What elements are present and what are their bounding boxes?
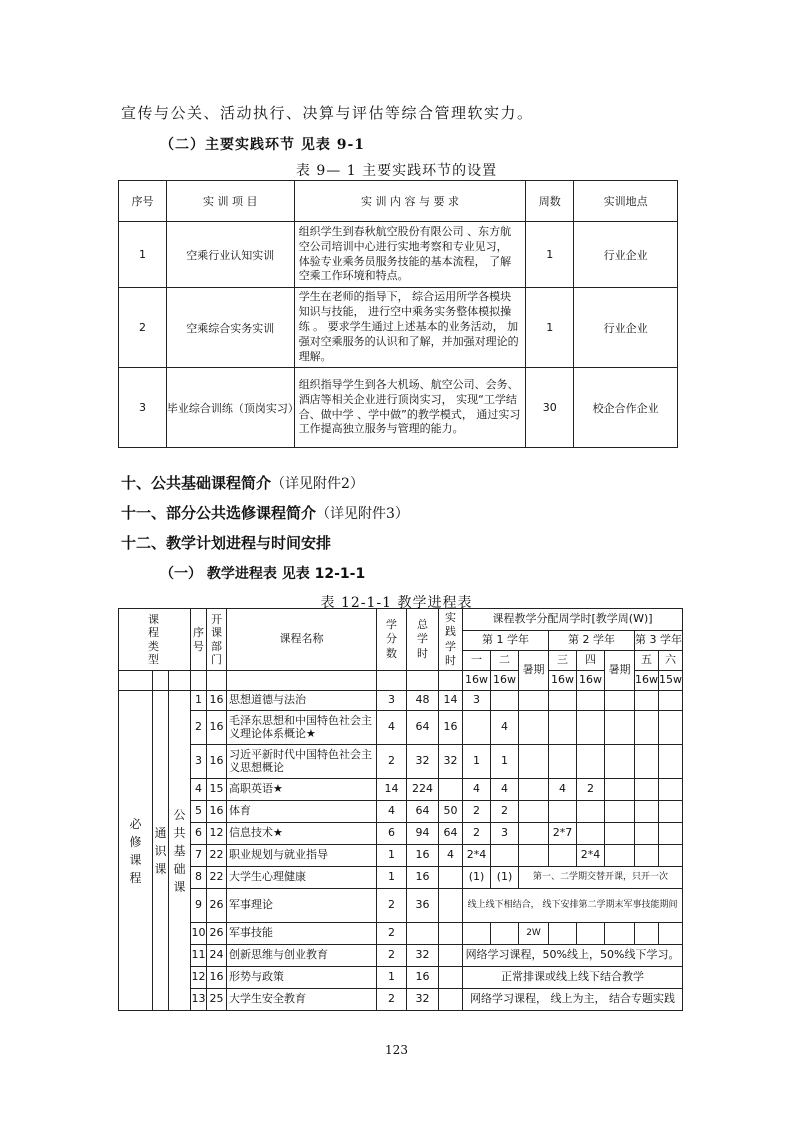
header-cell: 实训地点 bbox=[574, 181, 678, 222]
project-name: 空乘行业认知实训 bbox=[166, 222, 294, 288]
term4 bbox=[577, 711, 605, 745]
seq: 13 bbox=[191, 989, 207, 1011]
term-header: 五 bbox=[635, 651, 659, 671]
total-hours: 16 bbox=[407, 867, 439, 889]
course-name: 职业规划与就业指导 bbox=[227, 845, 377, 867]
credits-header: 学分数 bbox=[377, 609, 407, 671]
credits: 1 bbox=[377, 845, 407, 867]
term1 bbox=[463, 711, 491, 745]
term6 bbox=[659, 691, 683, 711]
total-hours: 224 bbox=[407, 779, 439, 801]
term5 bbox=[635, 845, 659, 867]
term4: 2 bbox=[577, 779, 605, 801]
credits: 6 bbox=[377, 823, 407, 845]
term5 bbox=[635, 711, 659, 745]
row-number: 1 bbox=[119, 222, 167, 288]
practice-hours: 32 bbox=[439, 745, 463, 779]
course-type-header: 课程类型 bbox=[119, 609, 191, 671]
total-hours-header: 总学时 bbox=[407, 609, 439, 671]
header-cell: 序号 bbox=[119, 181, 167, 222]
table-row bbox=[119, 867, 683, 889]
weeks: 1 bbox=[526, 222, 574, 288]
term5 bbox=[635, 691, 659, 711]
term1: 2 bbox=[463, 801, 491, 823]
table-row bbox=[119, 923, 683, 945]
year3-header: 第 3 学年 bbox=[635, 631, 683, 651]
credits: 1 bbox=[377, 967, 407, 989]
project-content: 学生在老师的指导下， 综合运用所学各模块知识与技能， 进行空中乘务实务整体模拟操练 。 要求学生通过上述基本的业务活动， 加强对空乘服务的认识和了解，并加强对理论的理解。 bbox=[294, 288, 526, 368]
table-row bbox=[119, 711, 683, 745]
credits: 1 bbox=[377, 867, 407, 889]
dept: 16 bbox=[207, 801, 227, 823]
term-header: 三 bbox=[549, 651, 577, 671]
seq: 5 bbox=[191, 801, 207, 823]
dept: 25 bbox=[207, 989, 227, 1011]
term6 bbox=[659, 845, 683, 867]
schedule-subheading: （一） 教学进程表 见表 12-1-1 bbox=[160, 566, 366, 582]
practice-hours bbox=[439, 779, 463, 801]
table-row bbox=[119, 889, 683, 923]
practice-hours-header: 实践学时 bbox=[439, 609, 463, 671]
project-content: 组织指导学生到各大机场、航空公司、会务、 酒店等相关企业进行顶岗实习， 实现“工学结合、做中学 、学中做”的教学模式， 通过实习工作提高独立服务与管理的能力。 bbox=[294, 368, 526, 448]
dept: 22 bbox=[207, 867, 227, 889]
term-header: 一 bbox=[463, 651, 491, 671]
general-group: 通识课 bbox=[153, 691, 169, 1011]
seq: 4 bbox=[191, 779, 207, 801]
term3 bbox=[549, 801, 577, 823]
total-hours: 32 bbox=[407, 745, 439, 779]
table1-caption: 表 9— 1 主要实践环节的设置 bbox=[295, 163, 498, 179]
term2: 4 bbox=[491, 711, 519, 745]
project-content: 组织学生到春秋航空股份有限公司 、东方航空公司培训中心进行实地考察和专业见习， 体验专业乘务员服务技能的基本流程， 了解空乘工作环境和特点。 bbox=[294, 222, 526, 288]
header-row bbox=[119, 671, 683, 691]
course-name: 毛泽东思想和中国特色社会主义理论体系概论★ bbox=[227, 711, 377, 745]
term1: 3 bbox=[463, 691, 491, 711]
weeks: 1 bbox=[526, 288, 574, 368]
total-hours: 32 bbox=[407, 989, 439, 1011]
practice-table bbox=[118, 180, 678, 448]
weeks-header: 15w bbox=[659, 671, 683, 691]
term1: 1 bbox=[463, 745, 491, 779]
credits: 2 bbox=[377, 923, 407, 945]
dept: 24 bbox=[207, 945, 227, 967]
place: 行业企业 bbox=[574, 222, 678, 288]
section12-heading bbox=[121, 532, 331, 553]
term2: 2 bbox=[491, 801, 519, 823]
distribution-header: 课程教学分配周学时[教学周(W)] bbox=[463, 609, 683, 631]
section10-note: （详见附件2） bbox=[271, 476, 364, 492]
total-hours: 64 bbox=[407, 711, 439, 745]
course-name: 形势与政策 bbox=[227, 967, 377, 989]
term2: (1) bbox=[491, 867, 519, 889]
summer-header: 暑期 bbox=[519, 651, 549, 691]
term1: 2 bbox=[463, 823, 491, 845]
table-row bbox=[119, 823, 683, 845]
total-hours: 32 bbox=[407, 945, 439, 967]
table-row bbox=[119, 967, 683, 989]
credits: 2 bbox=[377, 889, 407, 923]
year2-header: 第 2 学年 bbox=[549, 631, 635, 651]
dept: 16 bbox=[207, 745, 227, 779]
term1: 2*4 bbox=[463, 845, 491, 867]
seq: 10 bbox=[191, 923, 207, 945]
term-header: 二 bbox=[491, 651, 519, 671]
summer-weeks: 2W bbox=[519, 923, 549, 945]
table-row bbox=[119, 779, 683, 801]
table-row bbox=[119, 691, 683, 711]
table-row bbox=[119, 745, 683, 779]
term3 bbox=[549, 711, 577, 745]
term3 bbox=[549, 745, 577, 779]
course-name-header: 课程名称 bbox=[227, 609, 377, 671]
course-name: 大学生心理健康 bbox=[227, 867, 377, 889]
course-name: 军事理论 bbox=[227, 889, 377, 923]
term1: 4 bbox=[463, 779, 491, 801]
header-cell: 实 训 内 容 与 要 求 bbox=[294, 181, 526, 222]
seq: 2 bbox=[191, 711, 207, 745]
practice-hours: 4 bbox=[439, 845, 463, 867]
course-name: 军事技能 bbox=[227, 923, 377, 945]
practice-hours: 16 bbox=[439, 711, 463, 745]
table-row bbox=[119, 222, 678, 288]
term4 bbox=[577, 801, 605, 823]
section2-heading: （二）主要实践环节 见表 9-1 bbox=[160, 137, 366, 153]
practice-hours: 14 bbox=[439, 691, 463, 711]
term5 bbox=[635, 745, 659, 779]
total-hours: 16 bbox=[407, 967, 439, 989]
practice-hours: 50 bbox=[439, 801, 463, 823]
course-name: 信息技术★ bbox=[227, 823, 377, 845]
term4 bbox=[577, 691, 605, 711]
term4: 2*4 bbox=[577, 845, 605, 867]
dept: 12 bbox=[207, 823, 227, 845]
header-cell: 实 训 项 目 bbox=[166, 181, 294, 222]
term-header: 四 bbox=[577, 651, 605, 671]
dept: 16 bbox=[207, 967, 227, 989]
term2 bbox=[491, 691, 519, 711]
term4 bbox=[577, 745, 605, 779]
total-hours: 64 bbox=[407, 801, 439, 823]
term3: 4 bbox=[549, 779, 577, 801]
year1-header: 第 1 学年 bbox=[463, 631, 549, 651]
table-header-row bbox=[119, 181, 678, 222]
public-group: 公共基础课 bbox=[169, 691, 191, 1011]
schedule-note: 正常排课或线上线下结合教学 bbox=[463, 967, 683, 989]
seq-header: 序号 bbox=[191, 609, 207, 671]
course-name: 高职英语★ bbox=[227, 779, 377, 801]
page-number: 123 bbox=[385, 1043, 408, 1057]
section11-title: 十一、部分公共选修课程简介 bbox=[121, 504, 317, 522]
seq: 11 bbox=[191, 945, 207, 967]
course-name: 思想道德与法治 bbox=[227, 691, 377, 711]
term3 bbox=[549, 845, 577, 867]
table-row bbox=[119, 801, 683, 823]
term2: 4 bbox=[491, 779, 519, 801]
term2: 3 bbox=[491, 823, 519, 845]
header-cell: 周数 bbox=[526, 181, 574, 222]
term1: (1) bbox=[463, 867, 491, 889]
credits: 4 bbox=[377, 711, 407, 745]
place: 校企合作企业 bbox=[574, 368, 678, 448]
table-row bbox=[119, 845, 683, 867]
term2 bbox=[491, 845, 519, 867]
seq: 7 bbox=[191, 845, 207, 867]
term6 bbox=[659, 823, 683, 845]
weeks-header: 16w bbox=[463, 671, 491, 691]
row-number: 3 bbox=[119, 368, 167, 448]
seq: 3 bbox=[191, 745, 207, 779]
table2-caption: 表 12-1-1 教学进程表 bbox=[320, 595, 473, 611]
section11-heading bbox=[121, 502, 409, 523]
project-name: 空乘综合实务实训 bbox=[166, 288, 294, 368]
row-number: 2 bbox=[119, 288, 167, 368]
section10-heading bbox=[121, 472, 364, 493]
credits: 4 bbox=[377, 801, 407, 823]
section10-title: 十、公共基础课程简介 bbox=[121, 474, 272, 492]
term-header: 六 bbox=[659, 651, 683, 671]
term3 bbox=[549, 691, 577, 711]
seq: 12 bbox=[191, 967, 207, 989]
summer-header: 暑期 bbox=[605, 651, 635, 691]
schedule-note: 网络学习课程，50%线上，50%线下学习。 bbox=[463, 945, 683, 967]
section12-title: 十二、教学计划进程与时间安排 bbox=[121, 534, 332, 552]
table-row bbox=[119, 989, 683, 1011]
term5 bbox=[635, 801, 659, 823]
dept: 15 bbox=[207, 779, 227, 801]
required-group: 必修课程 bbox=[119, 691, 153, 1011]
dept: 16 bbox=[207, 691, 227, 711]
total-hours: 36 bbox=[407, 889, 439, 923]
course-name: 习近平新时代中国特色社会主义思想概论 bbox=[227, 745, 377, 779]
weeks-header: 16w bbox=[491, 671, 519, 691]
dept-header: 开课部门 bbox=[207, 609, 227, 671]
weeks-header: 16w bbox=[549, 671, 577, 691]
section11-note: （详见附件3） bbox=[316, 506, 409, 522]
term6 bbox=[659, 801, 683, 823]
weeks-header: 16w bbox=[577, 671, 605, 691]
total-hours: 94 bbox=[407, 823, 439, 845]
term3: 2*7 bbox=[549, 823, 577, 845]
schedule-table bbox=[118, 608, 683, 1011]
term5 bbox=[635, 823, 659, 845]
seq: 6 bbox=[191, 823, 207, 845]
weeks: 30 bbox=[526, 368, 574, 448]
term6 bbox=[659, 779, 683, 801]
dept: 26 bbox=[207, 923, 227, 945]
schedule-note: 线上线下相结合， 线下安排第二学期末军事技能期间 bbox=[463, 889, 683, 923]
schedule-note: 网络学习课程， 线上为主， 结合专题实践 bbox=[463, 989, 683, 1011]
table-row bbox=[119, 945, 683, 967]
seq: 8 bbox=[191, 867, 207, 889]
dept: 16 bbox=[207, 711, 227, 745]
credits: 2 bbox=[377, 745, 407, 779]
seq: 1 bbox=[191, 691, 207, 711]
weeks-header: 16w bbox=[635, 671, 659, 691]
course-name: 大学生安全教育 bbox=[227, 989, 377, 1011]
term4 bbox=[577, 823, 605, 845]
course-name: 创新思维与创业教育 bbox=[227, 945, 377, 967]
term5 bbox=[635, 779, 659, 801]
total-hours: 16 bbox=[407, 845, 439, 867]
credits: 3 bbox=[377, 691, 407, 711]
project-name: 毕业综合训练（顶岗实习） bbox=[166, 368, 294, 448]
dept: 26 bbox=[207, 889, 227, 923]
term6 bbox=[659, 711, 683, 745]
intro-paragraph: 宣传与公关、活动执行、决算与评估等综合管理软实力。 bbox=[121, 104, 534, 122]
course-name: 体育 bbox=[227, 801, 377, 823]
seq: 9 bbox=[191, 889, 207, 923]
term6 bbox=[659, 745, 683, 779]
dept: 22 bbox=[207, 845, 227, 867]
table-row bbox=[119, 288, 678, 368]
table-row bbox=[119, 368, 678, 448]
place: 行业企业 bbox=[574, 288, 678, 368]
total-hours: 48 bbox=[407, 691, 439, 711]
term2: 1 bbox=[491, 745, 519, 779]
schedule-note: 第一、二学期交替开课，只开一次 bbox=[519, 867, 683, 889]
credits: 2 bbox=[377, 945, 407, 967]
credits: 2 bbox=[377, 989, 407, 1011]
header-row bbox=[119, 609, 683, 631]
credits: 14 bbox=[377, 779, 407, 801]
practice-hours: 64 bbox=[439, 823, 463, 845]
